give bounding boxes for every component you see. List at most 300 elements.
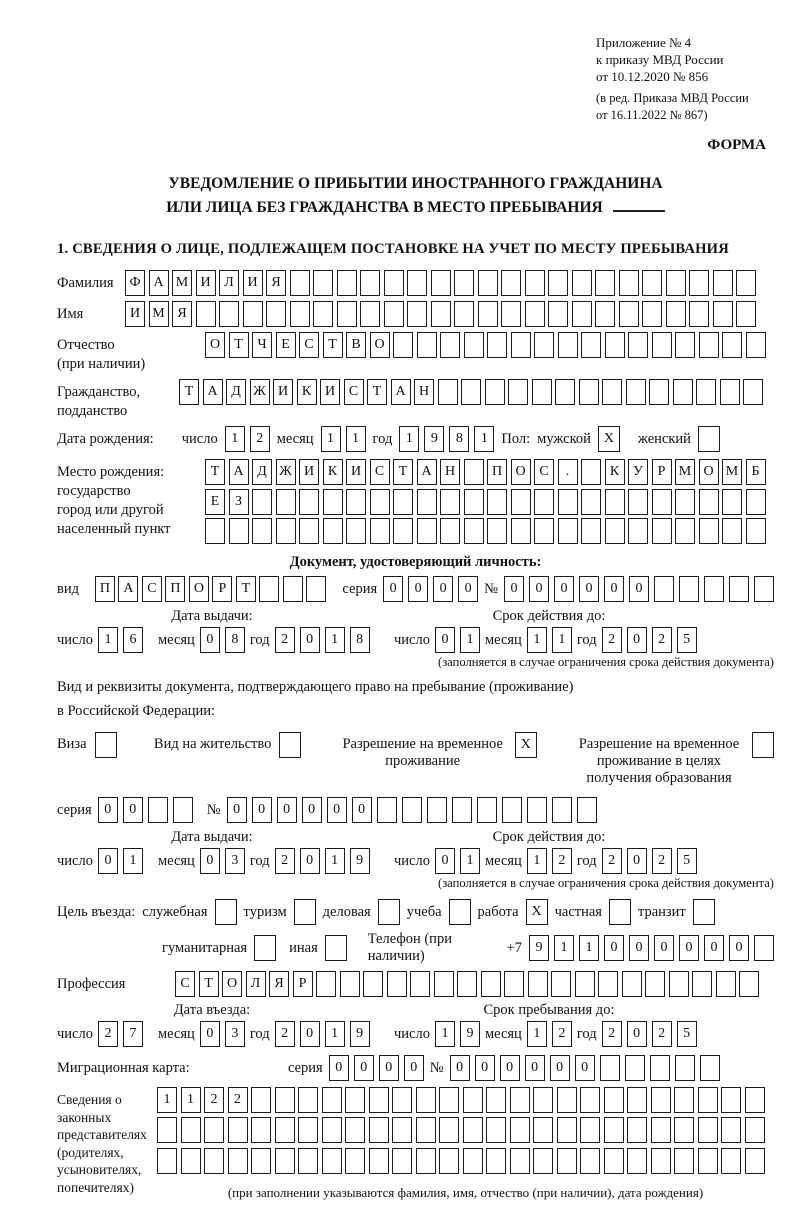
char-cell[interactable] <box>290 270 310 296</box>
char-cell[interactable]: У <box>628 459 648 485</box>
char-cell[interactable] <box>622 971 642 997</box>
char-cell[interactable] <box>463 1148 483 1174</box>
char-cell[interactable] <box>393 518 413 544</box>
char-cell[interactable]: О <box>370 332 390 358</box>
char-cell[interactable] <box>558 489 578 515</box>
char-cell[interactable] <box>251 1087 271 1113</box>
char-cell[interactable]: С <box>142 576 162 602</box>
char-cell[interactable] <box>438 379 458 405</box>
char-cell[interactable] <box>392 1117 412 1143</box>
char-cell[interactable] <box>704 576 724 602</box>
char-cell[interactable] <box>346 518 366 544</box>
char-cell[interactable]: Д <box>252 459 272 485</box>
char-cell[interactable]: И <box>346 459 366 485</box>
char-cell[interactable]: 2 <box>275 1021 295 1047</box>
char-cell[interactable] <box>392 1148 412 1174</box>
char-cell[interactable] <box>252 518 272 544</box>
char-cell[interactable] <box>675 518 695 544</box>
char-cell[interactable]: 0 <box>435 848 455 874</box>
char-cell[interactable] <box>417 518 437 544</box>
char-cell[interactable]: А <box>149 270 169 296</box>
char-cell[interactable] <box>581 489 601 515</box>
char-cell[interactable]: 1 <box>460 848 480 874</box>
char-cell[interactable]: Т <box>323 332 343 358</box>
char-cell[interactable]: Т <box>199 971 219 997</box>
char-cell[interactable] <box>739 971 759 997</box>
char-cell[interactable] <box>525 270 545 296</box>
char-cell[interactable]: С <box>534 459 554 485</box>
char-cell[interactable] <box>251 1117 271 1143</box>
char-cell[interactable]: К <box>323 459 343 485</box>
char-cell[interactable]: 2 <box>552 848 572 874</box>
char-cell[interactable] <box>345 1087 365 1113</box>
char-cell[interactable] <box>464 489 484 515</box>
char-cell[interactable]: 0 <box>252 797 272 823</box>
char-cell[interactable]: Т <box>236 576 256 602</box>
char-cell[interactable] <box>363 971 383 997</box>
char-cell[interactable]: Т <box>179 379 199 405</box>
char-cell[interactable]: К <box>297 379 317 405</box>
char-cell[interactable]: Ч <box>252 332 272 358</box>
char-cell[interactable] <box>276 489 296 515</box>
char-cell[interactable]: И <box>320 379 340 405</box>
char-cell[interactable] <box>283 576 303 602</box>
char-cell[interactable]: 9 <box>350 1021 370 1047</box>
char-cell[interactable]: Л <box>246 971 266 997</box>
char-cell[interactable] <box>486 1117 506 1143</box>
char-cell[interactable] <box>313 270 333 296</box>
char-cell[interactable] <box>689 270 709 296</box>
char-cell[interactable] <box>464 518 484 544</box>
char-cell[interactable] <box>306 576 326 602</box>
char-cell[interactable]: 0 <box>302 797 322 823</box>
char-cell[interactable] <box>746 489 766 515</box>
char-cell[interactable] <box>346 489 366 515</box>
char-cell[interactable] <box>716 971 736 997</box>
char-cell[interactable] <box>628 518 648 544</box>
char-cell[interactable] <box>487 489 507 515</box>
char-cell[interactable] <box>369 1148 389 1174</box>
char-cell[interactable]: 2 <box>652 627 672 653</box>
char-cell[interactable]: С <box>344 379 364 405</box>
char-cell[interactable] <box>461 379 481 405</box>
char-cell[interactable]: 9 <box>424 426 444 452</box>
char-cell[interactable] <box>204 1148 224 1174</box>
char-cell[interactable]: Л <box>219 270 239 296</box>
char-cell[interactable] <box>510 1087 530 1113</box>
char-cell[interactable]: Ф <box>125 270 145 296</box>
char-cell[interactable] <box>393 332 413 358</box>
char-cell[interactable] <box>440 489 460 515</box>
char-cell[interactable]: М <box>675 459 695 485</box>
char-cell[interactable] <box>722 518 742 544</box>
char-cell[interactable]: 0 <box>123 797 143 823</box>
char-cell[interactable] <box>229 518 249 544</box>
char-cell[interactable]: 1 <box>460 627 480 653</box>
char-cell[interactable]: 0 <box>300 627 320 653</box>
char-cell[interactable] <box>463 1117 483 1143</box>
char-cell[interactable] <box>600 1055 620 1081</box>
char-cell[interactable] <box>626 379 646 405</box>
char-cell[interactable]: 0 <box>579 576 599 602</box>
char-cell[interactable] <box>452 797 472 823</box>
char-cell[interactable]: 0 <box>604 935 624 961</box>
char-cell[interactable] <box>722 489 742 515</box>
char-cell[interactable] <box>532 379 552 405</box>
char-cell[interactable] <box>673 379 693 405</box>
char-cell[interactable]: 1 <box>552 627 572 653</box>
char-cell[interactable]: 2 <box>275 627 295 653</box>
char-cell[interactable] <box>548 270 568 296</box>
char-cell[interactable]: 3 <box>225 1021 245 1047</box>
char-cell[interactable] <box>605 518 625 544</box>
char-cell[interactable] <box>337 301 357 327</box>
char-cell[interactable] <box>485 379 505 405</box>
char-cell[interactable] <box>628 332 648 358</box>
char-cell[interactable] <box>720 379 740 405</box>
char-cell[interactable] <box>323 489 343 515</box>
char-cell[interactable]: О <box>189 576 209 602</box>
char-cell[interactable] <box>173 797 193 823</box>
char-cell[interactable] <box>477 797 497 823</box>
char-cell[interactable]: 2 <box>602 1021 622 1047</box>
char-cell[interactable] <box>439 1117 459 1143</box>
char-cell[interactable]: 1 <box>225 426 245 452</box>
char-cell[interactable]: 0 <box>500 1055 520 1081</box>
char-cell[interactable]: 5 <box>677 627 697 653</box>
char-cell[interactable] <box>666 270 686 296</box>
char-cell[interactable] <box>511 332 531 358</box>
char-cell[interactable] <box>689 301 709 327</box>
char-cell[interactable]: Я <box>269 971 289 997</box>
char-cell[interactable]: 0 <box>525 1055 545 1081</box>
char-cell[interactable]: 1 <box>346 426 366 452</box>
char-cell[interactable]: 0 <box>654 935 674 961</box>
char-cell[interactable]: 0 <box>433 576 453 602</box>
char-cell[interactable] <box>402 797 422 823</box>
char-cell[interactable] <box>699 332 719 358</box>
char-cell[interactable] <box>642 270 662 296</box>
char-cell[interactable] <box>416 1117 436 1143</box>
char-cell[interactable]: 0 <box>704 935 724 961</box>
char-cell[interactable] <box>534 518 554 544</box>
char-cell[interactable] <box>275 1148 295 1174</box>
purpose-work-checkbox[interactable]: X <box>526 899 548 925</box>
char-cell[interactable] <box>298 1117 318 1143</box>
char-cell[interactable] <box>340 971 360 997</box>
char-cell[interactable]: С <box>175 971 195 997</box>
char-cell[interactable]: 0 <box>604 576 624 602</box>
char-cell[interactable]: Ж <box>276 459 296 485</box>
char-cell[interactable]: Е <box>205 489 225 515</box>
char-cell[interactable] <box>557 1148 577 1174</box>
char-cell[interactable]: А <box>417 459 437 485</box>
char-cell[interactable] <box>745 1117 765 1143</box>
char-cell[interactable]: 0 <box>329 1055 349 1081</box>
char-cell[interactable] <box>692 971 712 997</box>
char-cell[interactable] <box>228 1117 248 1143</box>
char-cell[interactable] <box>674 1117 694 1143</box>
char-cell[interactable]: 0 <box>352 797 372 823</box>
char-cell[interactable]: 0 <box>300 1021 320 1047</box>
char-cell[interactable] <box>427 797 447 823</box>
char-cell[interactable] <box>642 301 662 327</box>
char-cell[interactable] <box>651 1117 671 1143</box>
char-cell[interactable]: О <box>205 332 225 358</box>
char-cell[interactable] <box>627 1087 647 1113</box>
char-cell[interactable] <box>345 1148 365 1174</box>
char-cell[interactable] <box>627 1117 647 1143</box>
char-cell[interactable] <box>527 797 547 823</box>
char-cell[interactable]: А <box>203 379 223 405</box>
char-cell[interactable] <box>508 379 528 405</box>
purpose-private-checkbox[interactable] <box>609 899 631 925</box>
purpose-transit-checkbox[interactable] <box>693 899 715 925</box>
char-cell[interactable]: И <box>125 301 145 327</box>
char-cell[interactable]: 0 <box>200 848 220 874</box>
char-cell[interactable]: 2 <box>602 848 622 874</box>
char-cell[interactable] <box>654 576 674 602</box>
char-cell[interactable] <box>625 1055 645 1081</box>
char-cell[interactable]: 7 <box>123 1021 143 1047</box>
char-cell[interactable]: А <box>229 459 249 485</box>
char-cell[interactable] <box>745 1148 765 1174</box>
char-cell[interactable] <box>619 301 639 327</box>
char-cell[interactable] <box>652 489 672 515</box>
char-cell[interactable]: 0 <box>98 848 118 874</box>
char-cell[interactable] <box>313 301 333 327</box>
char-cell[interactable] <box>580 1117 600 1143</box>
char-cell[interactable]: 0 <box>98 797 118 823</box>
char-cell[interactable] <box>316 971 336 997</box>
char-cell[interactable]: 0 <box>383 576 403 602</box>
char-cell[interactable] <box>698 1087 718 1113</box>
char-cell[interactable] <box>501 270 521 296</box>
char-cell[interactable] <box>649 379 669 405</box>
char-cell[interactable] <box>407 270 427 296</box>
char-cell[interactable] <box>577 797 597 823</box>
char-cell[interactable] <box>181 1117 201 1143</box>
char-cell[interactable]: В <box>346 332 366 358</box>
char-cell[interactable] <box>298 1087 318 1113</box>
char-cell[interactable]: 0 <box>408 576 428 602</box>
char-cell[interactable] <box>736 270 756 296</box>
char-cell[interactable] <box>533 1148 553 1174</box>
char-cell[interactable] <box>548 301 568 327</box>
char-cell[interactable]: 0 <box>627 848 647 874</box>
char-cell[interactable] <box>721 1117 741 1143</box>
char-cell[interactable]: 0 <box>629 935 649 961</box>
char-cell[interactable]: Р <box>652 459 672 485</box>
char-cell[interactable] <box>628 489 648 515</box>
char-cell[interactable]: 5 <box>677 1021 697 1047</box>
char-cell[interactable]: 2 <box>602 627 622 653</box>
char-cell[interactable] <box>555 379 575 405</box>
char-cell[interactable]: 2 <box>204 1087 224 1113</box>
char-cell[interactable] <box>501 301 521 327</box>
char-cell[interactable] <box>157 1117 177 1143</box>
char-cell[interactable] <box>581 459 601 485</box>
char-cell[interactable] <box>605 332 625 358</box>
char-cell[interactable] <box>251 1148 271 1174</box>
char-cell[interactable]: 1 <box>157 1087 177 1113</box>
char-cell[interactable] <box>393 489 413 515</box>
char-cell[interactable]: Р <box>293 971 313 997</box>
char-cell[interactable] <box>384 270 404 296</box>
char-cell[interactable]: Е <box>276 332 296 358</box>
char-cell[interactable] <box>729 576 749 602</box>
char-cell[interactable]: 1 <box>579 935 599 961</box>
char-cell[interactable] <box>572 270 592 296</box>
char-cell[interactable]: 1 <box>181 1087 201 1113</box>
char-cell[interactable]: К <box>605 459 625 485</box>
char-cell[interactable]: С <box>299 332 319 358</box>
char-cell[interactable] <box>558 518 578 544</box>
char-cell[interactable] <box>387 971 407 997</box>
char-cell[interactable] <box>369 1087 389 1113</box>
char-cell[interactable] <box>533 1117 553 1143</box>
char-cell[interactable] <box>439 1148 459 1174</box>
char-cell[interactable] <box>323 518 343 544</box>
char-cell[interactable]: 8 <box>449 426 469 452</box>
char-cell[interactable] <box>266 301 286 327</box>
char-cell[interactable]: Я <box>266 270 286 296</box>
char-cell[interactable] <box>595 270 615 296</box>
char-cell[interactable] <box>669 971 689 997</box>
char-cell[interactable] <box>534 332 554 358</box>
char-cell[interactable] <box>276 518 296 544</box>
purpose-humanitarian-checkbox[interactable] <box>254 935 276 961</box>
temp-residence-education-checkbox[interactable] <box>752 732 774 758</box>
char-cell[interactable] <box>627 1148 647 1174</box>
char-cell[interactable]: 0 <box>529 576 549 602</box>
char-cell[interactable]: 0 <box>550 1055 570 1081</box>
char-cell[interactable] <box>464 459 484 485</box>
char-cell[interactable] <box>698 1117 718 1143</box>
char-cell[interactable]: 1 <box>554 935 574 961</box>
char-cell[interactable]: Д <box>226 379 246 405</box>
char-cell[interactable] <box>252 489 272 515</box>
char-cell[interactable] <box>322 1087 342 1113</box>
char-cell[interactable]: А <box>118 576 138 602</box>
char-cell[interactable] <box>650 1055 670 1081</box>
char-cell[interactable] <box>652 518 672 544</box>
char-cell[interactable] <box>148 797 168 823</box>
char-cell[interactable] <box>439 1087 459 1113</box>
char-cell[interactable]: 0 <box>300 848 320 874</box>
char-cell[interactable] <box>746 332 766 358</box>
char-cell[interactable] <box>299 489 319 515</box>
char-cell[interactable]: Б <box>746 459 766 485</box>
char-cell[interactable]: 0 <box>200 1021 220 1047</box>
char-cell[interactable] <box>454 301 474 327</box>
char-cell[interactable]: М <box>149 301 169 327</box>
char-cell[interactable] <box>754 576 774 602</box>
char-cell[interactable]: 0 <box>575 1055 595 1081</box>
char-cell[interactable]: Я <box>172 301 192 327</box>
char-cell[interactable] <box>243 301 263 327</box>
char-cell[interactable] <box>595 301 615 327</box>
char-cell[interactable] <box>713 270 733 296</box>
char-cell[interactable] <box>572 301 592 327</box>
char-cell[interactable]: Т <box>205 459 225 485</box>
char-cell[interactable] <box>721 1148 741 1174</box>
char-cell[interactable] <box>645 971 665 997</box>
char-cell[interactable] <box>487 518 507 544</box>
char-cell[interactable] <box>674 1148 694 1174</box>
char-cell[interactable]: 0 <box>227 797 247 823</box>
char-cell[interactable] <box>370 518 390 544</box>
char-cell[interactable] <box>486 1148 506 1174</box>
char-cell[interactable] <box>440 332 460 358</box>
char-cell[interactable] <box>675 1055 695 1081</box>
char-cell[interactable] <box>581 332 601 358</box>
char-cell[interactable] <box>481 971 501 997</box>
char-cell[interactable] <box>558 332 578 358</box>
char-cell[interactable] <box>604 1148 624 1174</box>
char-cell[interactable] <box>204 1117 224 1143</box>
char-cell[interactable] <box>417 489 437 515</box>
char-cell[interactable] <box>679 576 699 602</box>
char-cell[interactable]: П <box>165 576 185 602</box>
char-cell[interactable] <box>736 301 756 327</box>
char-cell[interactable]: 1 <box>321 426 341 452</box>
char-cell[interactable]: И <box>196 270 216 296</box>
char-cell[interactable]: 0 <box>450 1055 470 1081</box>
char-cell[interactable]: 2 <box>250 426 270 452</box>
char-cell[interactable] <box>745 1087 765 1113</box>
char-cell[interactable]: 5 <box>677 848 697 874</box>
char-cell[interactable] <box>754 935 774 961</box>
char-cell[interactable] <box>504 971 524 997</box>
char-cell[interactable]: 2 <box>652 1021 672 1047</box>
char-cell[interactable] <box>377 797 397 823</box>
char-cell[interactable]: 2 <box>98 1021 118 1047</box>
char-cell[interactable]: 2 <box>652 848 672 874</box>
char-cell[interactable] <box>551 971 571 997</box>
char-cell[interactable] <box>431 301 451 327</box>
char-cell[interactable]: 0 <box>277 797 297 823</box>
char-cell[interactable] <box>360 270 380 296</box>
char-cell[interactable] <box>581 518 601 544</box>
char-cell[interactable]: И <box>243 270 263 296</box>
char-cell[interactable]: И <box>273 379 293 405</box>
char-cell[interactable] <box>722 332 742 358</box>
purpose-business-checkbox[interactable] <box>378 899 400 925</box>
char-cell[interactable] <box>674 1087 694 1113</box>
char-cell[interactable]: 1 <box>527 627 547 653</box>
char-cell[interactable] <box>228 1148 248 1174</box>
char-cell[interactable] <box>696 379 716 405</box>
visa-checkbox[interactable] <box>95 732 117 758</box>
char-cell[interactable]: 0 <box>379 1055 399 1081</box>
char-cell[interactable]: 1 <box>98 627 118 653</box>
char-cell[interactable] <box>525 301 545 327</box>
char-cell[interactable] <box>651 1148 671 1174</box>
char-cell[interactable]: 9 <box>529 935 549 961</box>
char-cell[interactable]: З <box>229 489 249 515</box>
char-cell[interactable] <box>322 1148 342 1174</box>
char-cell[interactable]: Ж <box>250 379 270 405</box>
char-cell[interactable]: 0 <box>200 627 220 653</box>
char-cell[interactable]: 1 <box>399 426 419 452</box>
char-cell[interactable] <box>557 1087 577 1113</box>
char-cell[interactable] <box>510 1117 530 1143</box>
char-cell[interactable]: 0 <box>327 797 347 823</box>
char-cell[interactable] <box>464 332 484 358</box>
char-cell[interactable]: 1 <box>123 848 143 874</box>
char-cell[interactable] <box>290 301 310 327</box>
